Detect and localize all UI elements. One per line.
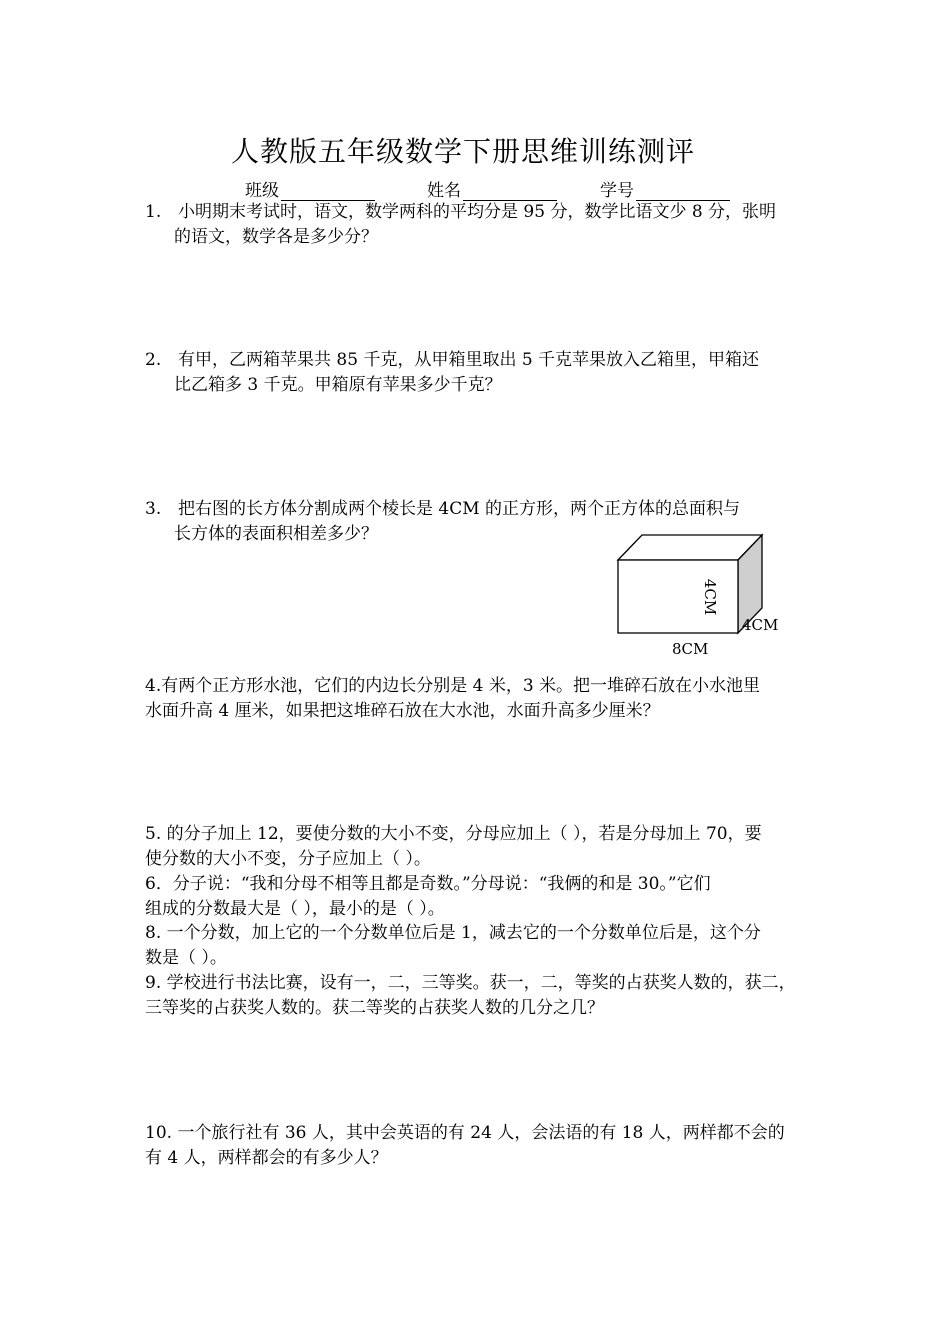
question-text: 9. 学校进行书法比赛，设有一，二，三等奖。获一，二，等奖的占获奖人数的，获二， — [145, 973, 796, 993]
cuboid-figure — [600, 530, 800, 665]
question-text: 4.有两个正方形水池，它们的内边长分别是 4 米，3 米。把一堆碎石放在小水池里 — [145, 676, 761, 696]
question-text: 10. 一个旅行社有 36 人，其中会英语的有 24 人，会法语的有 18 人，两样都不会的 — [145, 1123, 785, 1143]
length-label: 8CM — [672, 640, 709, 658]
question-text: 8. 一个分数，加上它的一个分数单位后是 1，减去它的一个分数单位后是，这个分 — [145, 923, 761, 943]
question-5 — [145, 822, 815, 872]
question-2 — [145, 348, 815, 398]
id-field — [600, 176, 730, 201]
question-number: 1. — [145, 202, 162, 222]
question-text-cont: 的语文，数学各是多少分？ — [174, 227, 378, 247]
cuboid-front-face — [618, 560, 738, 633]
name-label: 姓名 — [427, 181, 461, 201]
question-text: 把右图的长方体分割成两个棱长是 4CM 的正方形，两个正方体的总面积与 — [178, 499, 741, 519]
name-blank — [463, 182, 557, 201]
class-label: 班级 — [245, 181, 279, 201]
question-8 — [145, 921, 815, 971]
question-6 — [145, 872, 815, 922]
id-label: 学号 — [600, 181, 634, 201]
question-number: 2. — [145, 350, 162, 370]
cuboid-top-face — [618, 535, 762, 560]
question-text-cont: 三等奖的占获奖人数的。获二等奖的占获奖人数的几分之几？ — [145, 998, 604, 1018]
depth-label: 4CM — [742, 616, 779, 634]
question-text: 6．分子说：“我和分母不相等且都是奇数。”分母说：“我俩的和是 30。”它们 — [145, 874, 711, 894]
question-text-cont: 数是（ ）。 — [145, 948, 227, 968]
question-text-cont: 长方体的表面积相差多少？ — [174, 524, 378, 544]
question-text-cont: 使分数的大小不变，分子应加上（ ）。 — [145, 849, 431, 869]
question-9 — [145, 971, 815, 1021]
page-title: 人教版五年级数学下册思维训练测评 — [230, 135, 695, 168]
id-blank — [636, 182, 730, 201]
question-text: 5. 的分子加上 12，要使分数的大小不变，分母应加上（ ），若是分母加上 70，要 — [145, 824, 762, 844]
height-label: 4CM — [701, 578, 720, 616]
name-field — [427, 176, 557, 201]
question-text-cont: 有 4 人，两样都会的有多少人？ — [145, 1148, 388, 1168]
class-field — [245, 176, 375, 201]
question-10 — [145, 1121, 815, 1171]
question-text-cont: 组成的分数最大是（ ），最小的是（ ）。 — [145, 899, 445, 919]
question-1 — [145, 200, 815, 250]
class-blank — [281, 182, 375, 201]
question-4 — [145, 674, 815, 724]
question-text: 有甲，乙两箱苹果共 85 千克，从甲箱里取出 5 千克苹果放入乙箱里，甲箱还 — [178, 350, 760, 370]
question-text-cont: 水面升高 4 厘米，如果把这堆碎石放在大水池，水面升高多少厘米？ — [145, 701, 660, 721]
question-text-cont: 比乙箱多 3 千克。甲箱原有苹果多少千克？ — [174, 375, 502, 395]
question-number: 3. — [145, 499, 162, 519]
question-text: 小明期末考试时，语文，数学两科的平均分是 95 分，数学比语文少 8 分，张明 — [178, 202, 777, 222]
